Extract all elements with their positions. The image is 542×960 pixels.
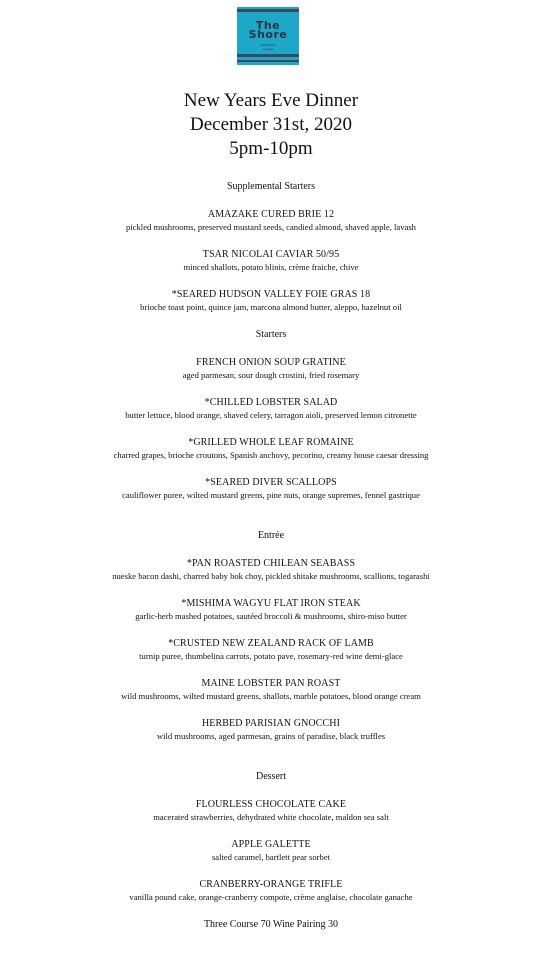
item-description: nueske bacon dashi, charred baby bok choy, pickled shitake mushrooms, scallions, togarashi bbox=[112, 571, 430, 581]
item-description: salted caramel, bartlett pear sorbet bbox=[211, 852, 331, 862]
item-name: *CRUSTED NEW ZEALAND RACK OF LAMB bbox=[168, 638, 374, 649]
item-name: HERBED PARISIAN GNOCCHI bbox=[201, 718, 341, 729]
item-description: wild mushrooms, wilted mustard greens, shallots, marble potatoes, blood orange cream bbox=[121, 691, 421, 701]
item-description: wild mushrooms, aged parmesan, grains of paradise, black truffles bbox=[156, 731, 386, 741]
item-description: turnip puree, thumbelina carrots, potato pave, rosemary-red wine demi-glace bbox=[139, 651, 403, 661]
item-description: vanilla pound cake, orange-cranberry compote, crème anglaise, chocolate ganache bbox=[129, 892, 413, 902]
item-name: *GRILLED WHOLE LEAF ROMAINE bbox=[188, 437, 354, 448]
item-name: CRANBERRY-ORANGE TRIFLE bbox=[199, 879, 343, 890]
menu-item bbox=[0, 248, 542, 273]
menu-item bbox=[0, 878, 542, 903]
item-description: pickled mushrooms, preserved mustard seeds, candied almond, shaved apple, lavash bbox=[126, 222, 416, 232]
menu-title: New Years Eve Dinner bbox=[183, 90, 359, 111]
item-description: butter lettuce, blood orange, shaved celery, tarragon aioli, preserved lemon citronette bbox=[125, 410, 417, 420]
logo-stripe-bottom bbox=[237, 54, 299, 57]
section-supplemental-starters bbox=[0, 180, 542, 313]
menu-item bbox=[0, 476, 542, 501]
item-name: APPLE GALETTE bbox=[231, 839, 311, 850]
item-description: garlic-herb mashed potatoes, sautéed broccoli & mushrooms, shiro-miso butter bbox=[135, 611, 407, 621]
menu-item bbox=[0, 436, 542, 461]
item-description: aged parmesan, sour dough crostini, fried rosemary bbox=[182, 370, 360, 380]
section-label: Starters bbox=[255, 329, 287, 340]
item-name: FRENCH ONION SOUP GRATINE bbox=[196, 357, 346, 368]
menu-item bbox=[0, 597, 542, 622]
item-name: *CHILLED LOBSTER SALAD bbox=[204, 397, 338, 408]
menu-header bbox=[0, 89, 542, 161]
item-description: minced shallots, potato blinis, crème fraiche, chive bbox=[183, 262, 359, 272]
menu-item bbox=[0, 557, 542, 582]
menu-item bbox=[0, 838, 542, 863]
item-name: *SEARED HUDSON VALLEY FOIE GRAS 18 bbox=[171, 289, 371, 300]
logo-name: The Shore bbox=[248, 19, 288, 41]
logo-stripe-bottom-thin bbox=[237, 60, 299, 62]
item-name: *SEARED DIVER SCALLOPS bbox=[205, 477, 337, 488]
menu-date: December 31st, 2020 bbox=[190, 114, 352, 135]
logo-stripe-top bbox=[237, 9, 299, 12]
item-name: TSAR NICOLAI CAVIAR 50/95 bbox=[202, 249, 340, 260]
menu-hours: 5pm-10pm bbox=[229, 138, 313, 159]
item-description: macerated strawberries, dehydrated white chocolate, maldon sea salt bbox=[153, 812, 389, 822]
menu-item bbox=[0, 798, 542, 823]
item-description: cauliflower puree, wilted mustard greens, pine nuts, orange supremes, fennel gastrique bbox=[122, 490, 420, 500]
item-name: FLOURLESS CHOCOLATE CAKE bbox=[195, 799, 347, 810]
section-label: Dessert bbox=[256, 771, 286, 782]
menu-item bbox=[0, 396, 542, 421]
restaurant-logo bbox=[237, 7, 299, 65]
item-name: MAINE LOBSTER PAN ROAST bbox=[201, 678, 341, 689]
section-entree bbox=[0, 529, 542, 742]
menu-body bbox=[0, 180, 542, 931]
menu-item bbox=[0, 677, 542, 702]
item-description: charred grapes, brioche croutons, Spanish anchovy, pecorino, creamy house caesar dressing bbox=[113, 450, 429, 460]
menu-item bbox=[0, 356, 542, 381]
item-name: *PAN ROASTED CHILEAN SEABASS bbox=[186, 558, 356, 569]
section-dessert bbox=[0, 770, 542, 903]
menu-item bbox=[0, 288, 542, 313]
pricing-line: Three Course 70 Wine Pairing 30 bbox=[203, 919, 339, 930]
menu-item bbox=[0, 717, 542, 742]
item-name: AMAZAKE CURED BRIE 12 bbox=[207, 209, 335, 220]
logo-subtitle: restaurant lounge bbox=[260, 43, 276, 51]
menu-item bbox=[0, 637, 542, 662]
section-starters bbox=[0, 328, 542, 501]
section-label: Entrée bbox=[257, 530, 285, 541]
item-description: brioche toast point, quince jam, marcona almond butter, aleppo, hazelnut oil bbox=[140, 302, 402, 312]
menu-item bbox=[0, 208, 542, 233]
section-label: Supplemental Starters bbox=[226, 181, 316, 192]
item-name: *MISHIMA WAGYU FLAT IRON STEAK bbox=[181, 598, 361, 609]
